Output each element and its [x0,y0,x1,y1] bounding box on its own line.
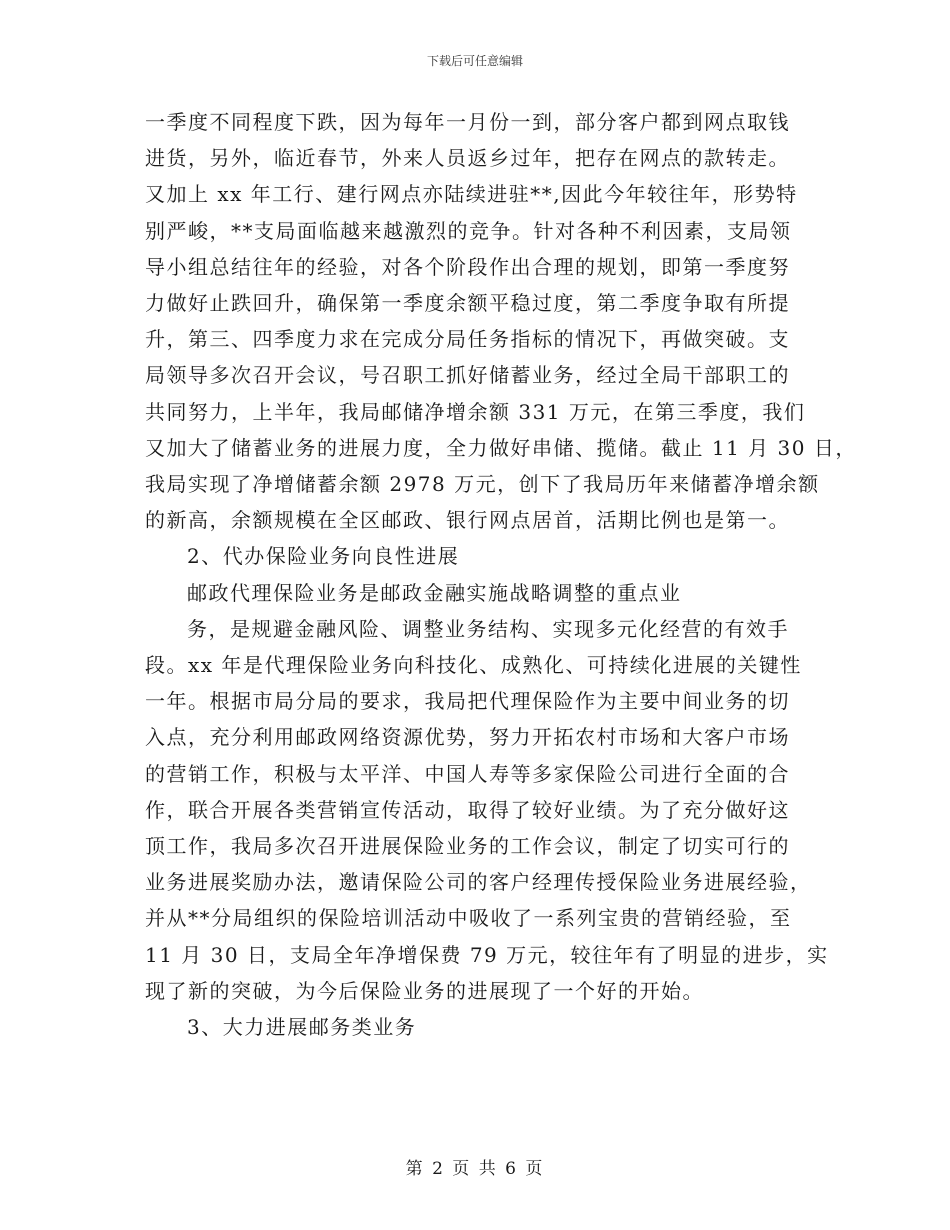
text-line: 进货，另外，临近春节，外来人员返乡过年，把存在网点的款转走。 [145,146,790,171]
text-line: 邮政代理保险业务是邮政金融实施战略调整的重点业 [187,580,682,605]
text-line: 入点，充分利用邮政网络资源优势，努力开拓农村市场和大客户市场 [145,725,790,750]
text-line: 段。xx 年是代理保险业务向科技化、成熟化、可持续化进展的关键性 [145,653,802,677]
text-line: 并从**分局组织的保险培训活动中吸收了一系列宝贵的营销经验，至 [145,906,792,931]
text-line: 别严峻，**支局面临越来越激烈的竞争。针对各种不利因素，支局领 [145,218,792,243]
text-line: 又加上 xx 年工行、建行网点亦陆续进驻**,因此今年较往年，形势特 [145,182,798,207]
text-line: 务，是规避金融风险、调整业务结构、实现多元化经营的有效手 [187,616,789,641]
text-line: 导小组总结往年的经验，对各个阶段作出合理的规划，即第一季度努 [145,254,790,279]
text-line: 作，联合开展各类营销宣传活动，取得了较好业绩。为了充分做好这 [145,797,790,822]
text-line: 2、代办保险业务向良性进展 [187,544,460,569]
text-line: 共同努力，上半年，我局邮储净增余额 331 万元，在第三季度，我们 [145,399,806,424]
text-line: 又加大了储蓄业务的进展力度，全力做好串储、揽储。截止 11 月 30 日， [145,435,857,460]
text-line: 一季度不同程度下跌，因为每年一月份一到，部分客户都到网点取钱 [145,110,790,134]
text-line: 力做好止跌回升，确保第一季度余额平稳过度，第二季度争取有所提 [145,291,790,315]
text-line: 我局实现了净增储蓄余额 2978 万元，创下了我局历年来储蓄净增余额 [145,472,820,496]
text-line: 升，第三、四季度力求在完成分局任务指标的情况下，再做突破。支 [145,327,790,352]
text-line: 顶工作，我局多次召开进展保险业务的工作会议，制定了切实可行的 [145,834,790,858]
text-line: 局领导多次召开会议，号召职工抓好储蓄业务，经过全局干部职工的 [145,363,790,388]
text-line: 11 月 30 日，支局全年净增保费 79 万元，较往年有了明显的进步，实 [145,942,829,967]
text-line: 的新高，余额规模在全区邮政、银行网点居首，活期比例也是第一。 [145,508,790,533]
text-line: 业务进展奖励办法，邀请保险公司的客户经理传授保险业务进展经验， [145,870,812,895]
text-line: 3、大力进展邮务类业务 [187,1015,417,1039]
page-footer: 第 2 页 共 6 页 [405,1159,545,1179]
text-line: 现了新的突破，为今后保险业务的进展现了一个好的开始。 [145,978,704,1003]
text-line: 的营销工作，积极与太平洋、中国人寿等多家保险公司进行全面的合 [145,761,790,786]
page-header: 下载后可任意编辑 [426,54,523,68]
text-line: 一年。根据市局分局的要求，我局把代理保险作为主要中间业务的切 [145,689,790,714]
